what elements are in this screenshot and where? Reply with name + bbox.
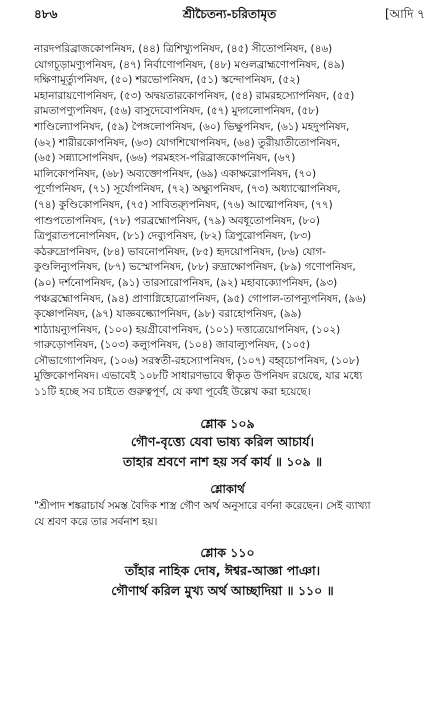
purport-line: (৭৪) কুণ্ডিকোপনিষদ, (৭৫) সাবিত্র্যুপনিষদ, (৭৬) আত্মোপনিষদ, (৭৭) (34, 198, 333, 211)
purport-paragraph (34, 42, 421, 401)
verse-109-heading: শ্লোক ১০৯ (200, 415, 255, 431)
purport-line: পূর্ণোপনিষদ, (৭১) সূর্যোপনিষদ, (৭২) অক্ষ্যুপনিষদ, (৭৩) অধ্যাত্মোপনিষদ, (34, 183, 341, 196)
purport-line: নারদপরিব্রাজকোপনিষদ, (৪৪) ত্রিশিখ্যুপনিষদ, (৪৫) সীতোপনিষদ, (৪৬) (34, 43, 333, 55)
translation-line-1: "শ্রীপাদ শঙ্করাচার্য সমস্ত বৈদিক শাস্ত্র গৌণ অর্থ অনুসারে বর্ণনা করেছেন। সেই ব্যাখ্যা (34, 499, 371, 512)
purport-line: মুক্তিকোপনিষদ। এভাবেই ১০৮টি সাধারণভাবে স্বীকৃত উপনিষদ রয়েছে, যার মধ্যে (34, 370, 363, 383)
purport-line: মহানারায়ণোপনিষদ, (৫৩) অদ্বয়তারকোপনিষদ, (৫৪) রামরহস্যোপনিষদ, (৫৫) (34, 89, 355, 102)
page-number: ৪৮৬ (34, 7, 58, 21)
purport-line: মালিকোপনিষদ, (৬৮) অব্যক্তোপনিষদ, (৬৯) একাক্ষরোপনিষদ, (৭০) (34, 167, 317, 180)
purport-line: (৯০) দর্শনোপনিষদ, (৯১) তারসারোপনিষদ, (৯২) মহাবাক্যোপনিষদ, (৯৩) (34, 276, 338, 289)
purport-line: রামতাপণ্যুপনিষদ, (৫৬) বাসুদেবোপনিষদ, (৫৭) মুদ্গলোপনিষদ, (৫৮) (34, 105, 320, 118)
chapter-reference: [আদি ৭ (384, 7, 425, 21)
page-header (34, 6, 425, 24)
purport-line: কুণ্ডলিন্যুপনিষদ, (৮৭) ভস্মোপনিষদ, (৮৮) রুদ্রাক্ষোপনিষদ, (৮৯) গণোপনিষদ, (34, 261, 356, 274)
verse-110-heading: শ্লোক ১১০ (200, 544, 255, 560)
purport-line: শাণ্ডিল্যোপনিষদ, (৫৯) পৈঙ্গলোপনিষদ, (৬০) ভিক্ষুপনিষদ, (৬১) মহদুপনিষদ, (34, 120, 350, 133)
purport-line: পঞ্চব্রহ্মোপনিষদ, (৯৪) প্রাণাগ্নিহোত্রোপনিষদ, (৯৫) গোপাল-তাপন্যুপনিষদ, (৯৬) (34, 292, 367, 305)
purport-line: যোগচূড়ামণ্যুপনিষদ, (৪৭) নির্বাণোপনিষদ, (৪৮) মণ্ডলব্রাহ্মণোপনিষদ, (৪৯) (34, 58, 345, 71)
verse-110-line-1: তাঁহার নাহিক দোষ, ঈশ্বর-আজ্ঞা পাঞা। (124, 562, 321, 578)
purport-line: দক্ষিণামূর্ত্যুপনিষদ, (৫০) শরভোপনিষদ, (৫১) স্কন্দোপনিষদ, (৫২) (34, 74, 301, 87)
purport-line: ১১টি হচ্ছে সব চাইতে গুরুত্বপূর্ণ, যে কথা পূর্বেই উল্লেখ করা হয়েছে। (34, 386, 311, 399)
purport-line: (৬৫) সন্ন্যাসোপনিষদ, (৬৬) পরমহংস-পরিব্রাজকোপনিষদ, (৬৭) (34, 152, 296, 165)
translation-heading: শ্লোকার্থ (210, 481, 245, 496)
page-body (34, 42, 421, 601)
book-title: শ্রীচৈতন্য-চরিতামৃত (182, 7, 277, 21)
purport-line: সৌভাগ্যোপনিষদ, (১০৬) সরস্বতী-রহস্যোপনিষদ, (১০৭) বহ্বৃচোপনিষদ, (১০৮) (34, 354, 360, 367)
purport-line: কৃষ্ণোপনিষদ, (৯৭) যাজ্ঞবল্ক্যোপনিষদ, (৯৮) বরাহোপনিষদ, (৯৯) (34, 308, 302, 321)
purport-line: কঠরুদ্রোপনিষদ, (৮৪) ভাবনোপনিষদ, (৮৫) হৃদয়োপনিষদ, (৮৬) যোগ- (34, 245, 326, 258)
purport-line: ত্রিপুরাতপনোপনিষদ, (৮১) দেব্যুপনিষদ, (৮২) ত্রিপুরোপনিষদ, (৮৩) (34, 230, 312, 243)
verse-109-line-1: গৌণ-বৃত্ত্যে যেবা ভাষ্য করিল আচার্য। (131, 433, 314, 449)
verse-109-line-2: তাহার শ্রবণে নাশ হয় সর্ব কার্য ॥ ১০৯ ॥ (122, 453, 323, 469)
purport-line: (৬২) শারীরকোপনিষদ, (৬৩) যোগশিখোপনিষদ, (৬৪) তুরীয়াতীতোপনিষদ, (34, 136, 341, 149)
translation-line-2: যে শ্রবণ করে তার সর্বনাশ হয়। (34, 515, 158, 528)
purport-line: গারুড়োপনিষদ, (১০৩) কল্যুপনিষদ, (১০৪) জাবাল্যুপনিষদ, (১০৫) (34, 339, 311, 352)
purport-line: পাশুপতোপনিষদ, (৭৮) পরব্রহ্মোপনিষদ, (৭৯) অবধূতোপনিষদ, (৮০) (34, 214, 320, 227)
purport-line: শাঠ্যায়ন্যুপনিষদ, (১০০) হয়গ্রীবোপনিষদ, (১০১) দত্তাত্রেয়োপনিষদ, (১০২) (34, 323, 341, 336)
verse-110-line-2: গৌণার্থ করিল মুখ্য অর্থ আচ্ছাদিয়া ॥ ১১০ ॥ (111, 582, 334, 598)
